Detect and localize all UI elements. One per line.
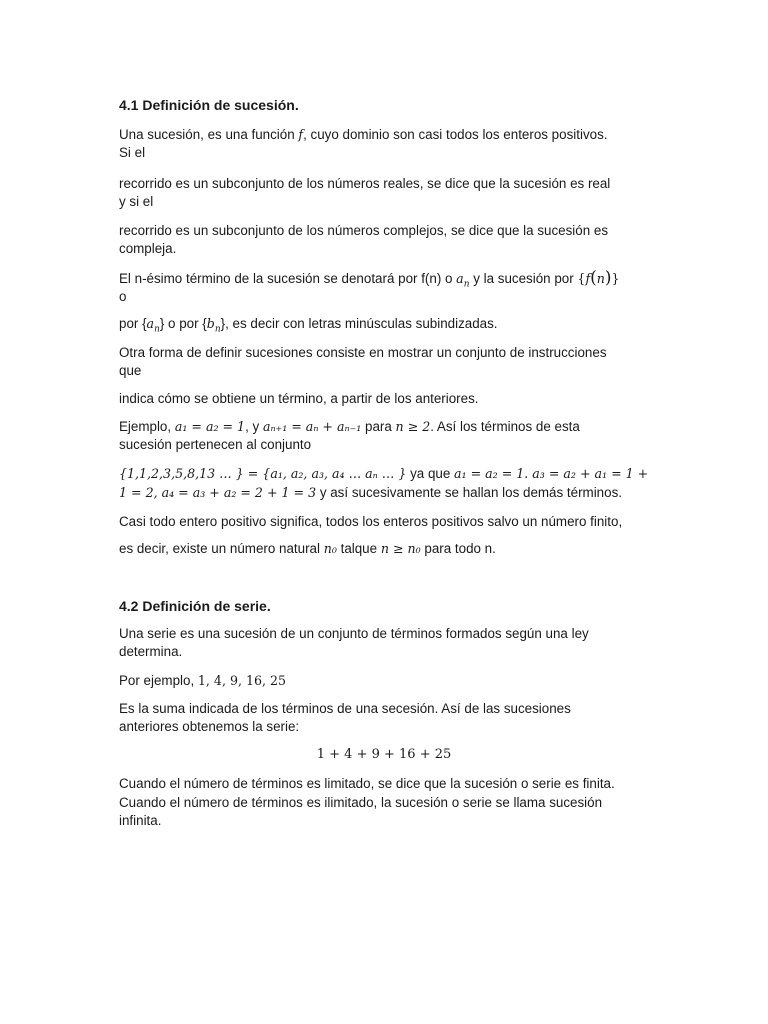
paragraph-line: Cuando el número de términos es limitado, se dice que la sucesión o serie es finita. [119,776,615,791]
section-heading-serie: 4.2 Definición de serie. [119,598,271,614]
paragraph-line: por $\{a_n\}$ o por $\{b_n\}$, es decir con letras minúsculas subindizadas. [119,316,498,335]
paragraph-line: y si el [119,194,154,209]
paragraph-line: Una sucesión, es una función f, cuyo dominio son casi todos los enteros positivos. [119,127,608,142]
paragraph-line: recorrido es un subconjunto de los números reales, se dice que la sucesión es real [119,176,611,191]
paragraph-line: El n-ésimo término de la sucesión se denotará por f(n) o $a_n$ y la sucesión por {f(n)} [119,268,620,290]
paragraph-line: {1,1,2,3,5,8,13 … } = {a₁, a₂, a₃, a₄ … aₙ … } ya que a₁ = a₂ = 1. a₃ = a₂ + a₁ = 1 + [119,466,649,481]
paragraph-line: Casi todo entero positivo significa, todos los enteros positivos salvo un número finito, [119,514,623,529]
paragraph-line: que [119,363,142,378]
paragraph-line: determina. [119,644,183,659]
paragraph-line: 1 = 2, a₄ = a₃ + a₂ = 2 + 1 = 3 y así sucesivamente se hallan los demás términos. [119,485,622,500]
paragraph-line: indica cómo se obtiene un término, a partir de los anteriores. [119,391,479,406]
section-heading-sucesion: 4.1 Definición de sucesión. [119,97,299,113]
paragraph-line: anteriores obtenemos la serie: [119,719,300,734]
paragraph-line: Es la suma indicada de los términos de una secesión. Así de las sucesiones [119,701,571,716]
paragraph-line: o [119,289,127,304]
paragraph-line: Por ejemplo, 1, 4, 9, 16, 25 [119,673,287,688]
paragraph-line: Otra forma de definir sucesiones consiste en mostrar un conjunto de instrucciones [119,345,607,360]
paragraph-line: Una serie es una sucesión de un conjunto de términos formados según una ley [119,626,589,641]
paragraph-line: recorrido es un subconjunto de los números complejos, se dice que la sucesión es [119,223,609,238]
paragraph-line: Ejemplo, a₁ = a₂ = 1, y aₙ₊₁ = aₙ + aₙ₋₁ para n ≥ 2. Así los términos de esta [119,419,580,434]
paragraph-line: es decir, existe un número natural n₀ talque n ≥ n₀ para todo n. [119,541,496,556]
paragraph-line: compleja. [119,241,177,256]
paragraph-line: Cuando el número de términos es ilimitado, la sucesión o serie se llama sucesión [119,795,603,810]
paragraph-line: Si el [119,145,146,160]
series-formula: 1 + 4 + 9 + 16 + 25 [316,747,452,762]
paragraph-line: sucesión pertenecen al conjunto [119,437,312,452]
paragraph-line: infinita. [119,813,162,828]
